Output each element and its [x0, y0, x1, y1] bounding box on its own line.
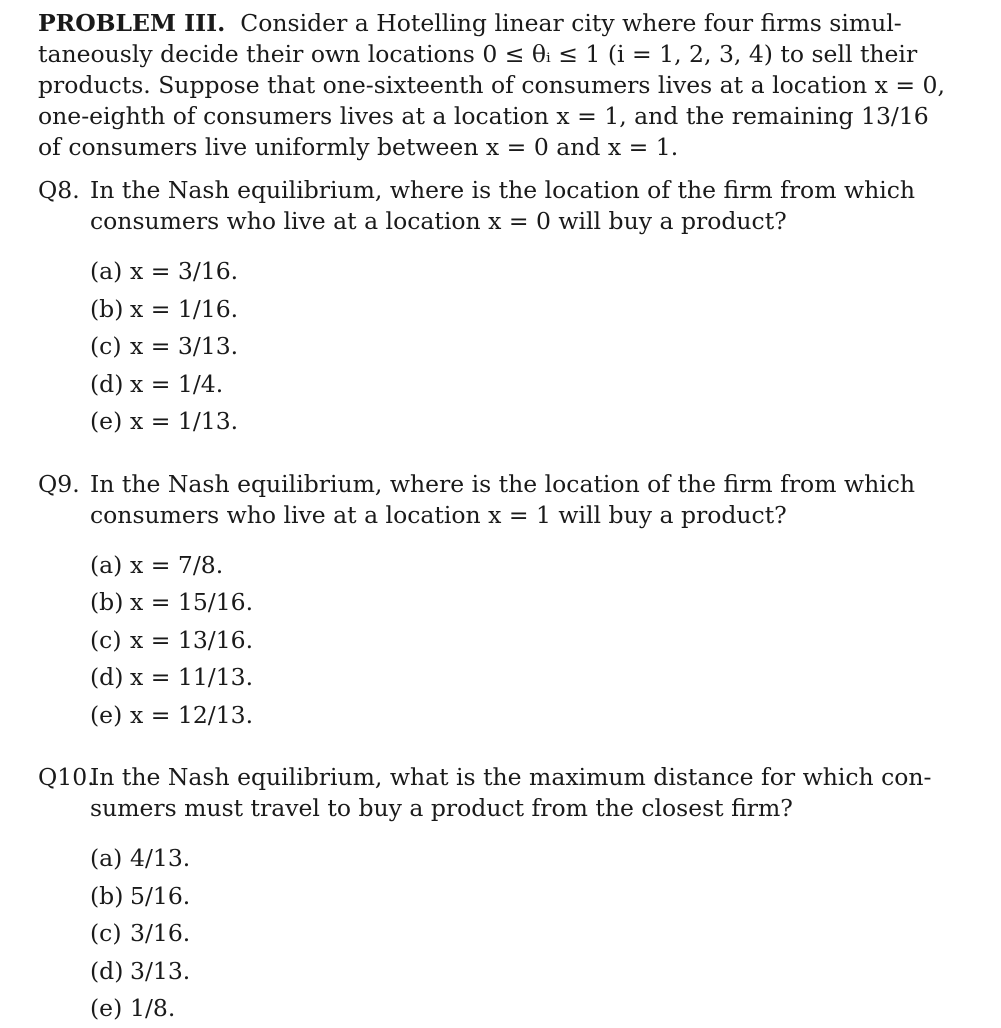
answer-option-a[interactable]: (a) 4/13. — [90, 844, 191, 872]
question-line: consumers who live at a location x = 0 will buy a product? — [90, 207, 787, 235]
answer-option-a[interactable]: (a) x = 7/8. — [90, 550, 224, 579]
question-line: In the Nash equilibrium, what is the maximum distance for which con- — [90, 763, 932, 791]
answer-option-d[interactable]: (d) x = 1/4. — [90, 369, 224, 398]
question-text — [90, 175, 916, 237]
question-text — [90, 762, 932, 824]
answer-option-b[interactable]: (b) x = 15/16. — [90, 588, 254, 616]
answer-options — [90, 547, 888, 735]
question-number: Q10. — [38, 763, 95, 791]
answer-options — [90, 840, 888, 1028]
answer-option-e[interactable]: (e) x = 12/13. — [90, 700, 254, 729]
intro-line-5: of consumers live uniformly between x = 0 and x = 1. — [38, 133, 679, 161]
answer-option-e[interactable]: (e) 1/8. — [90, 994, 176, 1022]
intro-line-2: taneously decide their own locations 0 ≤ θᵢ ≤ 1 (i = 1, 2, 3, 4) to sell their — [38, 40, 918, 68]
problem-heading: PROBLEM III. — [38, 9, 226, 37]
answer-option-d[interactable]: (d) 3/13. — [90, 956, 191, 985]
question-number: Q8. — [38, 176, 80, 204]
question-number: Q9. — [38, 469, 80, 498]
answer-option-e[interactable]: (e) x = 1/13. — [90, 407, 239, 435]
question-line: consumers who live at a location x = 1 will buy a product? — [90, 500, 787, 529]
question-text — [90, 469, 916, 531]
answer-option-c[interactable]: (c) x = 3/13. — [90, 332, 239, 360]
answer-option-d[interactable]: (d) x = 11/13. — [90, 663, 254, 691]
answer-option-b[interactable]: (b) x = 1/16. — [90, 294, 239, 323]
answer-option-a[interactable]: (a) x = 3/16. — [90, 257, 239, 285]
intro-line-1: PROBLEM III. Consider a Hotelling linear city where four firms simul- — [38, 9, 902, 37]
question-q10 — [38, 762, 932, 1028]
problem-intro — [38, 8, 945, 163]
answer-option-b[interactable]: (b) 5/16. — [90, 881, 191, 910]
question-q9 — [38, 469, 916, 735]
question-line: In the Nash equilibrium, where is the location of the firm from which — [90, 469, 916, 498]
question-line: sumers must travel to buy a product from the closest firm? — [90, 794, 793, 822]
question-q8 — [38, 175, 916, 441]
intro-line-3: products. Suppose that one-sixteenth of consumers lives at a location x = 0, — [38, 71, 945, 99]
intro-line-4: one-eighth of consumers lives at a location x = 1, and the remaining 13/16 — [38, 102, 929, 130]
question-line: In the Nash equilibrium, where is the location of the firm from which — [90, 176, 916, 204]
problem-page — [38, 8, 945, 1028]
answer-option-c[interactable]: (c) 3/16. — [90, 919, 191, 947]
answer-option-c[interactable]: (c) x = 13/16. — [90, 625, 254, 654]
answer-options — [90, 253, 888, 441]
